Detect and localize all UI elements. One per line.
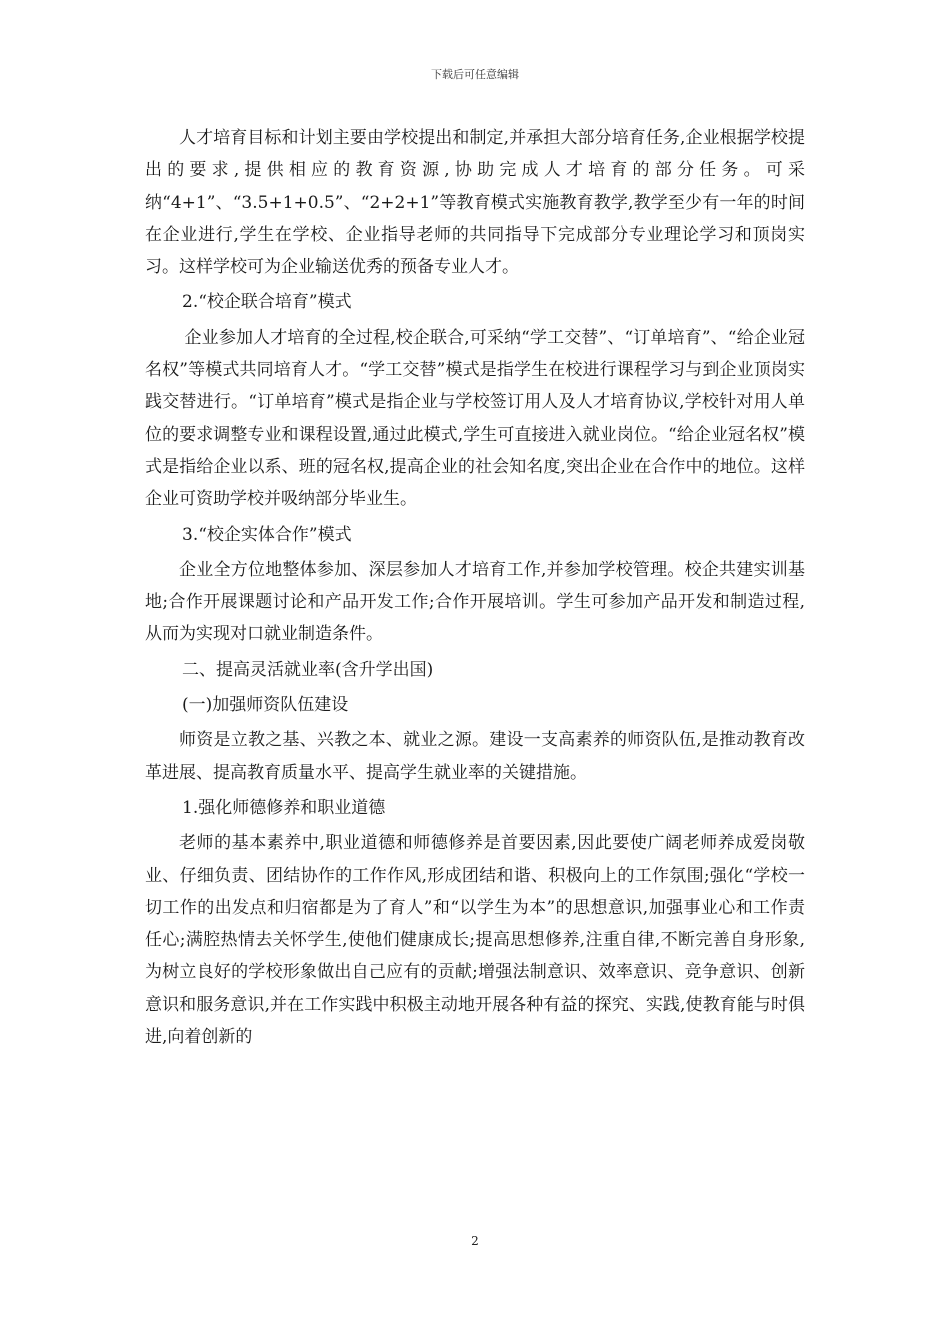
paragraph: 老师的基本素养中,职业道德和师德修养是首要因素,因此要使广阔老师养成爱岗敬业、仔细负责、团结协作的工作作风,形成团结和谐、积极向上的工作氛围;强化“学校一切工作的出发点和归宿都是为了育人”和“以学生为本”的思想意识,加强事业心和工作责任心;满腔热情去关怀学生,使他们健康成长;提高思想修养,注重自律,不断完善自身形象,为树立良好的学校形象做出自己应有的贡献;增强法制意识、效率意识、竞争意识、创新意识和服务意识,并在工作实践中积极主动地开展各种有益的探究、实践,使教育能与时俱进,向着创新的 [145, 833, 805, 1048]
document-body [145, 122, 805, 1056]
page-number: 2 [471, 1234, 479, 1248]
section-heading: 2.“校企联合培育”模式 [182, 292, 352, 313]
section-heading: (一)加强师资队伍建设 [182, 695, 349, 716]
paragraph: 企业全方位地整体参加、深层参加人才培育工作,并参加学校管理。校企共建实训基地;合作开展课题讨论和产品开发工作;合作开展培训。学生可参加产品开发和制造过程,从而为实现对口就业制造条件。 [145, 559, 805, 645]
section-heading: 二、提高灵活就业率(含升学出国) [182, 659, 434, 680]
page-header: 下载后可任意编辑 [431, 68, 519, 81]
section-heading: 1.强化师德修养和职业道德 [182, 797, 386, 818]
section-heading: 3.“校企实体合作”模式 [182, 524, 352, 545]
paragraph: 企业参加人才培育的全过程,校企联合,可采纳“学工交替”、“订单培育”、“给企业冠名权”等模式共同培育人才。“学工交替”模式是指学生在校进行课程学习与到企业顶岗实践交替进行。“订单培育”模式是指企业与学校签订用人及人才培育协议,学校针对用人单位的要求调整专业和课程设置,通过此模式,学生可直接进入就业岗位。“给企业冠名权”模式是指给企业以系、班的冠名权,提高企业的社会知名度,突出企业在合作中的地位。这样企业可资助学校并吸纳部分毕业生。 [145, 327, 806, 510]
paragraph: 人才培育目标和计划主要由学校提出和制定,并承担大部分培育任务,企业根据学校提出的要求,提供相应的教育资源,协助完成人才培育的部分任务。可采纳“4+1”、“3.5+1+0.5”、“2+2+1”等教育模式实施教育教学,教学至少有一年的时间在企业进行,学生在学校、企业指导老师的共同指导下完成部分专业理论学习和顶岗实习。这样学校可为企业输送优秀的预备专业人才。 [145, 128, 805, 278]
paragraph: 师资是立教之基、兴教之本、就业之源。建设一支高素养的师资队伍,是推动教育改革进展、提高教育质量水平、提高学生就业率的关键措施。 [145, 730, 805, 783]
